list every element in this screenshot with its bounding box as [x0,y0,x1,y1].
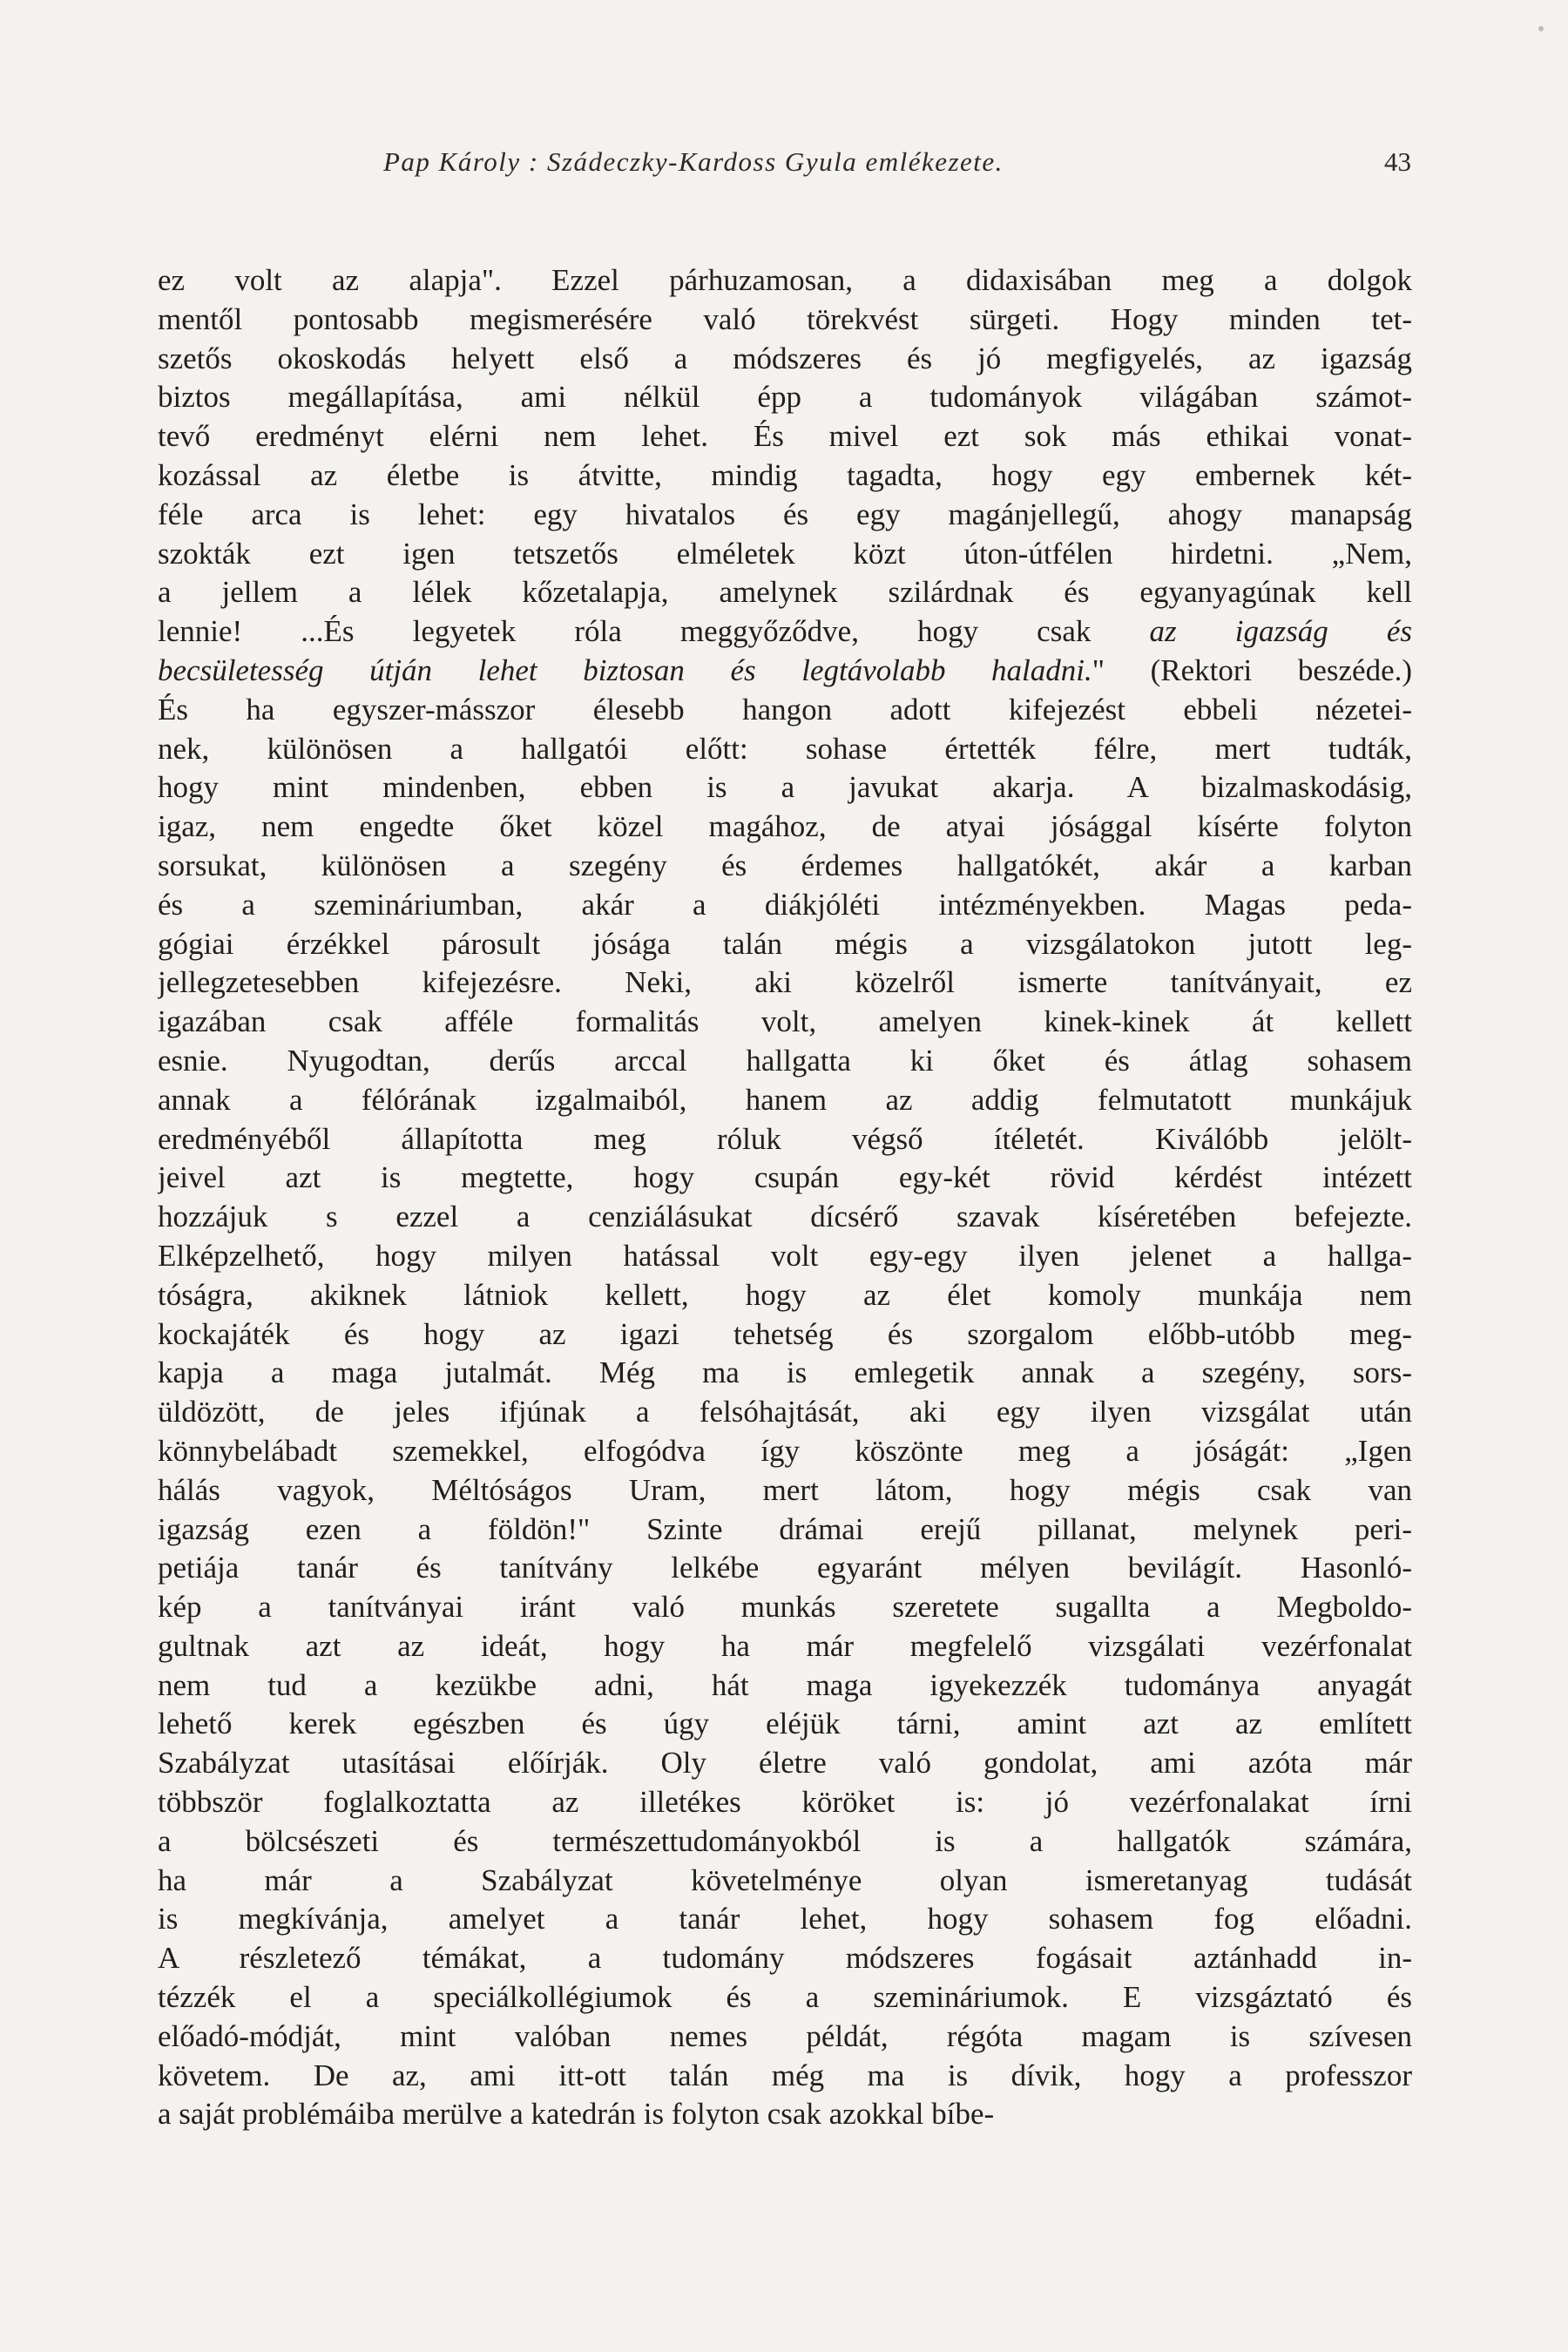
text-line [158,1393,1412,1432]
text-segment: hogy mint mindenben, ebben is a javukat akarja. A bizalmaskodásig, [158,770,1412,805]
text-line [158,1042,1412,1081]
text-line [158,573,1412,612]
text-line [158,925,1412,964]
text-segment: a jellem a lélek kőzetalapja, amelynek szilárdnak és egyanyagúnak kell [158,575,1412,610]
text-line [158,340,1412,379]
text-segment: eredményéből állapította meg róluk végső ítéletét. Kiválóbb jelölt- [158,1121,1412,1156]
italic-segment: az igazság és [1149,614,1412,649]
text-line [158,301,1412,340]
text-line [158,1666,1412,1706]
text-segment: tóságra, akiknek látniok kellett, hogy az élet komoly munkája nem [158,1277,1412,1312]
text-line [158,1862,1412,1901]
text-segment: annak a félórának izgalmaiból, hanem az addig felmutatott munkájuk [158,1082,1412,1117]
text-line [158,1822,1412,1862]
text-segment: üldözött, de jeles ifjúnak a felsóhajtását, aki egy ilyen vizsgálat után [158,1395,1412,1429]
text-line [158,417,1412,456]
text-line [158,963,1412,1003]
text-segment: kozással az életbe is átvitte, mindig tagadta, hogy egy embernek két- [158,457,1412,492]
text-segment: petiája tanár és tanítvány lelkébe egyaránt mélyen bevilágít. Hasonló- [158,1551,1412,1585]
page-number: 43 [1384,146,1411,177]
running-title: Pap Károly : Szádeczky-Kardoss Gyula emlékezete. [383,146,1004,177]
text-line [158,378,1412,417]
running-header [383,146,1411,188]
text-line [158,1900,1412,1939]
text-line [158,730,1412,769]
text-segment: a bölcsészeti és természettudományokból is a hallgatók számára, [158,1823,1412,1858]
text-segment: " (Rektori beszéde.) [1092,652,1412,687]
text-line [158,1471,1412,1511]
text-segment: A részletező témákat, a tudomány módszeres fogásait aztánhadd in- [158,1941,1412,1976]
text-segment: hozzájuk s ezzel a cenziálásukat dícsérő szavak kíséretében befejezte. [158,1200,1412,1234]
text-line [158,1003,1412,1042]
text-line [158,1120,1412,1159]
text-segment: igazság ezen a földön!" Szinte drámai erejű pillanat, melynek peri- [158,1511,1412,1546]
text-segment: a saját problémáiba merülve a katedrán is folyton csak azokkal bíbe- [158,2097,995,2132]
text-segment: és a szemináriumban, akár a diákjóléti intézményekben. Magas peda- [158,887,1412,922]
text-segment: könnybelábadt szemekkel, elfogódva így köszönte meg a jóságát: „Igen [158,1433,1412,1468]
text-line [158,1511,1412,1550]
text-line [158,1744,1412,1783]
text-segment: mentől pontosabb megismerésére való törekvést sürgeti. Hogy minden tet- [158,301,1412,336]
text-line [158,2017,1412,2057]
text-line [158,808,1412,847]
text-segment: ez volt az alapja". Ezzel párhuzamosan, a didaxisában meg a dolgok [158,263,1412,297]
text-segment: is megkívánja, amelyet a tanár lehet, hogy sohasem fog előadni. [158,1902,1412,1936]
text-segment: tézzék el a speciálkollégiumok és a szemináriumok. E vizsgáztató és [158,1980,1412,2015]
text-line [158,1705,1412,1744]
text-segment: kép a tanítványai iránt való munkás szeretete sugallta a Megboldo- [158,1590,1412,1625]
text-segment: igazában csak afféle formalitás volt, amelyen kinek-kinek át kellett [158,1004,1412,1039]
text-line [158,1354,1412,1393]
text-line [158,847,1412,886]
text-line [158,1159,1412,1198]
text-line [158,691,1412,730]
text-line [158,1237,1412,1276]
text-segment: jellegzetesebben kifejezésre. Neki, aki közelről ismerte tanítványait, ez [158,965,1412,1000]
text-segment: többször foglalkoztatta az illetékes köröket is: jó vezérfonalakat írni [158,1785,1412,1820]
text-segment: féle arca is lehet: egy hivatalos és egy magánjellegű, ahogy manapság [158,497,1412,531]
text-line [158,1627,1412,1666]
text-segment: igaz, nem engedte őket közel magához, de atyai jósággal kísérte folyton [158,809,1412,844]
italic-segment: becsületesség útján lehet biztosan és legtávolabb haladni. [158,652,1092,687]
text-segment: követem. De az, ami itt-ott talán még ma is dívik, hogy a professzor [158,2058,1412,2092]
text-line [158,652,1412,691]
text-segment: biztos megállapítása, ami nélkül épp a tudományok világában számot- [158,380,1412,415]
text-segment: gógiai érzékkel párosult jósága talán mégis a vizsgálatokon jutott leg- [158,926,1412,961]
text-line [158,261,1412,301]
text-line [158,535,1412,574]
text-segment: Szabályzat utasításai előírják. Oly életre való gondolat, ami azóta már [158,1746,1412,1781]
text-line [158,496,1412,535]
text-line [158,612,1412,652]
text-segment: kapja a maga jutalmát. Még ma is emlegetik annak a szegény, sors- [158,1355,1412,1390]
text-line [158,1432,1412,1471]
text-line [158,456,1412,496]
text-segment: gultnak azt az ideát, hogy ha már megfelelő vizsgálati vezérfonalat [158,1628,1412,1663]
text-line [158,1939,1412,1978]
body-text [158,261,1412,2134]
text-segment: ha már a Szabályzat követelménye olyan ismeretanyag tudását [158,1862,1412,1897]
text-line [158,768,1412,808]
text-line [158,1978,1412,2017]
text-segment: nek, különösen a hallgatói előtt: sohase értették félre, mert tudták, [158,731,1412,766]
text-segment: hálás vagyok, Méltóságos Uram, mert látom, hogy mégis csak van [158,1472,1412,1507]
text-line [158,1198,1412,1237]
text-line [158,886,1412,925]
text-segment: És ha egyszer-másszor élesebb hangon adott kifejezést ebbeli nézetei- [158,692,1412,727]
paper-speck [1538,26,1544,31]
text-line [158,2057,1412,2096]
text-line [158,1315,1412,1355]
text-line [158,2095,1412,2134]
text-segment: előadó-módját, mint valóban nemes példát, régóta magam is szívesen [158,2018,1412,2053]
text-line [158,1081,1412,1120]
text-line [158,1783,1412,1822]
text-segment: lennie! ...És legyetek róla meggyőződve, hogy csak [158,614,1150,649]
text-segment: esnie. Nyugodtan, derűs arccal hallgatta ki őket és átlag sohasem [158,1043,1412,1078]
text-line [158,1276,1412,1315]
text-line [158,1549,1412,1588]
text-segment: sorsukat, különösen a szegény és érdemes hallgatókét, akár a karban [158,848,1412,882]
text-segment: kockajáték és hogy az igazi tehetség és szorgalom előbb-utóbb meg- [158,1316,1412,1351]
text-segment: szokták ezt igen tetszetős elméletek közt úton-útfélen hirdetni. „Nem, [158,536,1412,571]
text-segment: szetős okoskodás helyett első a módszeres és jó megfigyelés, az igazság [158,341,1412,375]
text-segment: tevő eredményt elérni nem lehet. És mivel ezt sok más ethikai vonat- [158,419,1412,454]
text-segment: Elképzelhető, hogy milyen hatással volt egy-egy ilyen jelenet a hallga- [158,1238,1412,1273]
text-line [158,1588,1412,1627]
text-segment: jeivel azt is megtette, hogy csupán egy-két rövid kérdést intézett [158,1160,1412,1195]
text-segment: lehető kerek egészben és úgy eléjük tárni, amint azt az említett [158,1707,1412,1741]
text-segment: nem tud a kezükbe adni, hát maga igyekezzék tudománya anyagát [158,1667,1412,1702]
